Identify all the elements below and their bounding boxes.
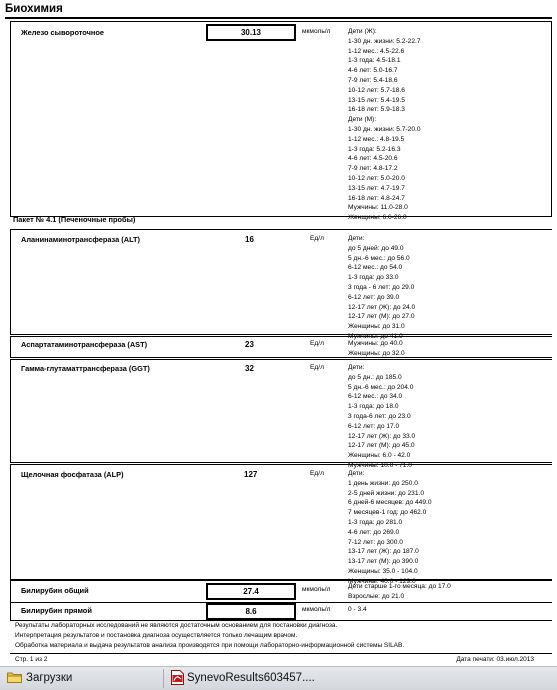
reference-line: 12-17 лет (Ж): до 33.0 [348,432,416,440]
folder-icon[interactable] [7,671,22,683]
reference-line: 1-3 года: до 18.0 [348,403,399,411]
row-right-border [551,22,552,216]
test-name: Гамма-глутаматтрансфераза (GGT) [21,364,150,373]
reference-line: 12-17 лет (М): до 27.0 [348,313,415,321]
row-left-border [10,22,11,216]
pdf-download-item[interactable]: SynevoResults603457.... [187,672,315,684]
reference-line: 1-3 года: до 33.0 [348,274,399,282]
test-value-box: 8.6 [206,603,296,620]
reference-line: 1-30 дн. жизни: 5.7-20.0 [348,125,421,133]
reference-line: 1-3 года: 5.2-16.3 [348,145,401,153]
reference-line: 6 дней-6 месяцев: до 449.0 [348,499,432,507]
reference-line: 13-15 лет: 5.4-19.5 [348,96,405,104]
reference-line: 3 года - 6 лет: до 29.0 [348,283,415,291]
title-divider [5,17,552,19]
reference-line: 13-15 лет: 4.7-19.7 [348,184,405,192]
footer-divider [10,653,552,654]
reference-ranges [348,234,415,342]
reference-line: 0 - 3.4 [348,606,367,613]
reference-line: 1-12 мес.: 4.5-22.6 [348,47,405,55]
row-left-border [10,581,11,602]
reference-line: 4-6 лет: до 269.0 [348,528,400,536]
reference-line: 4-6 лет: 5.0-16.7 [348,67,398,75]
reference-line: Дети (Ж): [348,28,377,35]
reference-line: 7-9 лет: 5.4-18.6 [348,76,398,84]
test-row-ast [10,336,552,358]
reference-line: 5 дн.-6 мес.: до 204.0 [348,383,414,391]
reference-line: 7-12 лет: до 300.0 [348,538,403,546]
test-row-bilirubin-total [10,580,552,603]
row-left-border [10,603,11,620]
reference-line: Дети: [348,364,365,371]
test-unit: Ед/л [310,470,324,477]
reference-ranges [348,339,405,359]
reference-line: Дети (М): [348,116,377,124]
package-title: Пакет № 4.1 (Печеночные пробы) [13,215,136,224]
reference-line: Женщины: до 32.0 [348,349,405,357]
test-unit: мкмоль/л [302,606,331,613]
reference-line: 12-17 лет (Ж): до 24.0 [348,303,416,311]
reference-line: 6-12 мес.: до 54.0 [348,264,403,272]
test-unit: мкмоль/л [302,586,331,593]
row-left-border [10,465,11,579]
reference-line: 1-30 дн. жизни: 5.2-22.7 [348,37,421,45]
reference-line: Женщины: до 31.0 [348,323,405,331]
test-value-box: 27.4 [206,583,296,600]
reference-line: 16-18 лет: 5.9-18.3 [348,106,405,114]
reference-line: 5 дн.-6 мес.: до 56.0 [348,254,410,262]
reference-line: 6-12 лет: до 39.0 [348,293,400,301]
section-title: Биохимия [5,3,63,15]
test-name: Железо сывороточное [21,28,105,37]
reference-line: Мужчины: до 40.0 [348,340,403,347]
reference-line: Мужчины: 40.0 - 129.0 [348,577,416,585]
reference-line: 6-12 лет: до 17.0 [348,422,400,430]
reference-ranges [348,605,367,615]
reference-line: Женщины: 6.6-26.0 [348,214,407,222]
disclaimer-line-2: Интерпретация результатов и постановка диагноза осуществляется только лечащим врачом. [15,632,298,639]
page-number: Стр. 1 из 2 [15,656,48,663]
reference-line: Дети: [348,235,365,242]
reference-line: Дети старше 1-го месяца: до 17.0 [348,583,451,590]
test-unit: Ед/л [310,340,324,347]
test-unit: Ед/л [310,235,324,242]
print-date: Дата печати: 03.июл.2013 [456,656,534,663]
row-left-border [10,230,11,334]
test-row-alt [10,229,552,340]
reference-line: 7-9 лет: 4.8-17.2 [348,165,398,173]
reference-line: 12-17 лет (М): до 45.0 [348,442,415,450]
test-row-ggt [10,359,552,469]
reference-line: 13-17 лет (М): до 390.0 [348,558,419,566]
test-value-box: 30.13 [206,24,296,41]
reference-line: 3 года-6 лет: до 23.0 [348,412,411,420]
test-name: Щелочная фосфатаза (ALP) [21,470,124,479]
test-name: Билирубин прямой [21,606,92,615]
reference-line: 13-17 лет (Ж): до 187.0 [348,548,419,556]
test-unit: Ед/л [310,364,324,371]
taskbar-separator [163,669,164,688]
downloads-button[interactable]: Загрузки [26,672,73,684]
reference-line: Дети: [348,470,365,477]
reference-ranges [348,363,415,471]
test-value: 16 [245,235,254,244]
reference-line: Женщины: 35.0 - 104.0 [348,567,418,575]
reference-line: 10-12 лет: 5.7-18.6 [348,86,405,94]
reference-line: 1-12 мес.: 4.8-19.5 [348,135,405,143]
row-left-border [10,360,11,462]
test-row-alp [10,464,552,585]
reference-line: Взрослые: до 21.0 [348,592,405,600]
test-value: 32 [245,364,254,373]
reference-line: Мужчины: 10.0 - 71.0 [348,461,412,469]
disclaimer-line-1: Результаты лабораторных исследований не являются достаточным основанием для постановки диагноза. [15,622,338,629]
disclaimer-line-3: Обработка материала и выдача результатов анализа производятся при помощи лабораторно-информационной системы SILAB. [15,642,405,649]
test-name: Аспартатаминотрансфераза (AST) [21,340,148,349]
downloads-bar [0,666,557,690]
reference-line: 2-5 дней жизни: до 231.0 [348,489,424,497]
reference-ranges [348,469,431,587]
test-value: 127 [244,470,258,479]
reference-ranges [348,582,451,602]
reference-line: 16-18 лет: 4.8-24.7 [348,194,405,202]
test-name: Билирубин общий [21,586,89,595]
reference-line: 10-12 лет: 5.0-20.0 [348,174,405,182]
reference-ranges [348,27,420,223]
reference-line: до 5 дн.: до 185.0 [348,373,402,381]
reference-line: Мужчины: до 41.0 [348,332,403,340]
test-name: Аланинаминотрансфераза (ALT) [21,235,141,244]
reference-line: 4-6 лет: 4.5-20.6 [348,155,398,163]
reference-line: 7 месяцев-1 год: до 462.0 [348,509,427,517]
reference-line: до 5 дней: до 49.0 [348,244,404,252]
reference-line: 1-3 года: до 281.0 [348,518,403,526]
reference-line: 1-3 года: 4.5-18.1 [348,57,401,65]
reference-line: Женщины: 6.0 - 42.0 [348,452,411,460]
reference-line: 6-12 мес.: до 34.0 [348,393,403,401]
row-left-border [10,337,11,357]
reference-line: 1 день жизни: до 250.0 [348,479,418,487]
reference-line: Мужчины: 11.0-28.0 [348,204,408,212]
pdf-file-icon[interactable] [171,670,184,685]
test-value: 23 [245,340,254,349]
test-row-bilirubin-direct [10,602,552,621]
test-unit: мкмоль/л [302,28,331,35]
